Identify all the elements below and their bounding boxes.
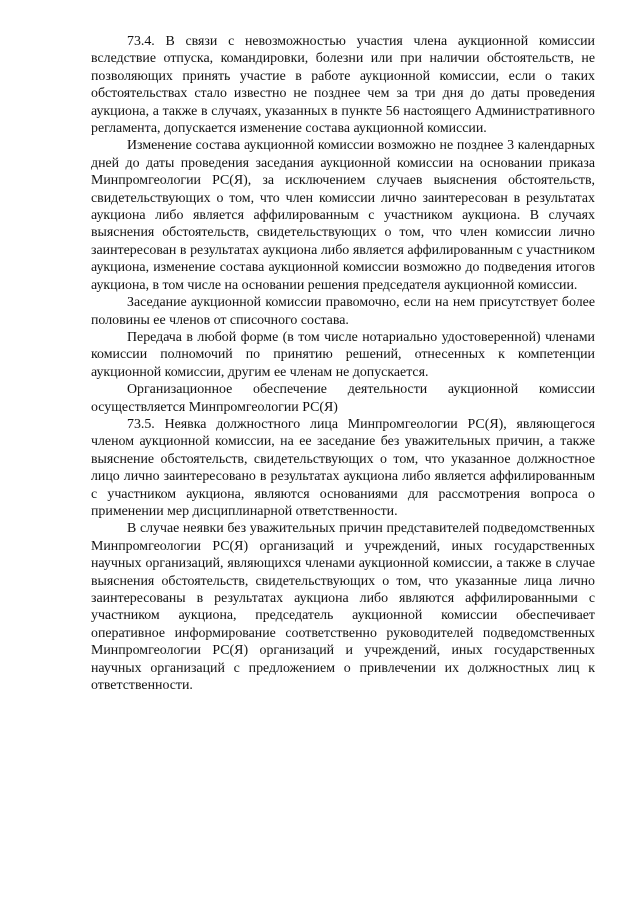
paragraph-delegation: Передача в любой форме (в том числе нотариально удостоверенной) членами комиссии полномочий по принятию решений, отнесенных к компетенции аукционной комиссии, другим ее членам не допускается.: [91, 329, 595, 380]
paragraph-73-4: 73.4. В связи с невозможностью участия члена аукционной комиссии вследствие отпуска, командировки, болезни или при наличии обстоятельств, не позволяющих принять участие в работе аукционной комиссии, если о таких обстоятельствах стало известно не позднее чем за три дня до даты проведения аукциона, а также в случаях, указанных в пункте 56 настоящего Административного регламента, допускается изменение состава аукционной комиссии.: [91, 34, 595, 137]
paragraph-absence-representatives: В случае неявки без уважительных причин представителей подведомственных Минпромгеологии РС(Я) организаций и учреждений, иных государственных научных организаций, являющихся членами аукционной комиссии, а также в случае выяснения обстоятельств, свидетельствующих о том, что указанные лица лично заинтересованы в результатах аукциона либо являются аффилированными с участником аукциона, председатель аукционной комиссии обеспечивает оперативное информирование соответственно руководителей подведомственных Минпромгеологии РС(Я) организаций и учреждений, иных государственных научных организаций с предложением о привлечении их должностных лиц к ответственности.: [91, 521, 595, 694]
paragraph-73-5: 73.5. Неявка должностного лица Минпромгеологии РС(Я), являющегося членом аукционной комиссии, на ее заседание без уважительных причин, а также выяснение обстоятельств, свидетельствующих о том, что указанное должностное лицо лично заинтересовано в результатах аукциона либо является аффилированным с участником аукциона, являются основаниями для рассмотрения вопроса о применении мер дисциплинарной ответственности.: [91, 416, 595, 519]
paragraph-quorum: Заседание аукционной комиссии правомочно, если на нем присутствует более половины ее членов от списочного состава.: [91, 295, 595, 328]
document-page: [91, 33, 595, 694]
paragraph-organizational-support: Организационное обеспечение деятельности аукционной комиссии осуществляется Минпромгеологии РС(Я): [91, 382, 595, 415]
paragraph-composition-change: Изменение состава аукционной комиссии возможно не позднее 3 календарных дней до даты проведения заседания аукционной комиссии на основании приказа Минпромгеологии РС(Я), за исключением случаев выяснения обстоятельств, свидетельствующих о том, что член комиссии лично заинтересован в результатах аукциона либо является аффилированным с участником аукциона. В случаях выяснения обстоятельств, свидетельствующих о том, что член комиссии лично заинтересован в результатах аукциона либо является аффилированным с участником аукциона, изменение состава аукционной комиссии возможно до подведения итогов аукциона, в том числе на основании решения председателя аукционной комиссии.: [91, 138, 595, 293]
